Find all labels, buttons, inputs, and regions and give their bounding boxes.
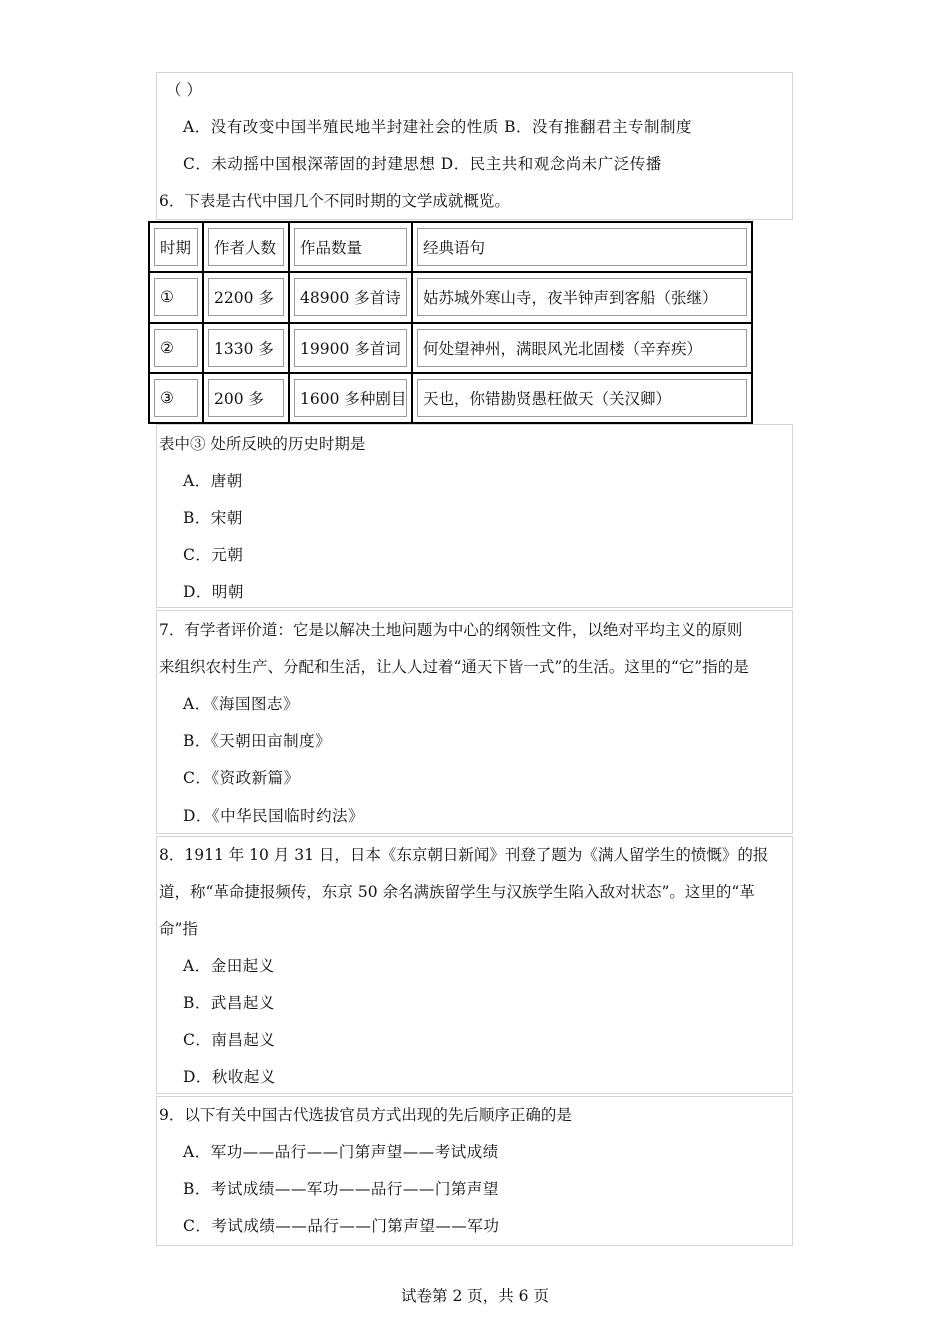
table-cell: 1600 多种剧目 — [294, 379, 407, 417]
q8-stem-line-3: 命”指 — [159, 920, 198, 938]
table-row — [149, 272, 752, 322]
table-cell: 200 多 — [208, 379, 284, 417]
q5-option-line-1: A．没有改变中国半殖民地半封建社会的性质 B．没有推翻君主专制制度 — [183, 118, 693, 136]
q7-option-b: B．《天朝田亩制度》 — [183, 732, 332, 750]
q9-option-b: B．考试成绩——军功——品行——门第声望 — [183, 1180, 499, 1198]
table-header-cell: 作品数量 — [294, 228, 407, 266]
q6-option-c: C．元朝 — [183, 546, 244, 564]
q8-option-d: D．秋收起义 — [183, 1068, 276, 1086]
table-cell: 2200 多 — [208, 278, 284, 316]
q9-option-c: C．考试成绩——品行——门第声望——军功 — [183, 1217, 500, 1235]
table-header-cell: 时期 — [154, 228, 198, 266]
table-header-row — [149, 222, 752, 272]
q8-stem-line-1: 8．1911 年 10 月 31 日，日本《东京朝日新闻》刊登了题为《满人留学生的愤慨》的报 — [159, 846, 769, 864]
q8-option-a: A．金田起义 — [183, 957, 275, 975]
table-header-cell: 经典语句 — [417, 228, 747, 266]
table-cell: ③ — [154, 379, 198, 417]
table-cell: ② — [154, 329, 198, 367]
table-cell: 天也，你错勘贤愚枉做天（关汉卿） — [417, 379, 747, 417]
q5-stem-tail: （ ） — [166, 81, 202, 99]
q7-option-a: A．《海国图志》 — [183, 695, 299, 713]
q6-option-a: A．唐朝 — [183, 472, 243, 490]
q7-stem-line-1: 7．有学者评价道：它是以解决土地问题为中心的纲领性文件，以绝对平均主义的原则 — [159, 621, 743, 639]
q7-option-c: C．《资政新篇》 — [183, 769, 300, 787]
literature-table — [148, 221, 753, 424]
q6-question: 表中③ 处所反映的历史时期是 — [159, 435, 366, 453]
q8-option-c: C．南昌起义 — [183, 1031, 276, 1049]
table-cell: 1330 多 — [208, 329, 284, 367]
q9-option-a: A．军功——品行——门第声望——考试成绩 — [183, 1143, 499, 1161]
table-cell: 姑苏城外寒山寺，夜半钟声到客船（张继） — [417, 278, 747, 316]
q5-option-line-2: C．未动摇中国根深蒂固的封建思想 D．民主共和观念尚未广泛传播 — [183, 155, 662, 173]
page-footer: 试卷第 2 页，共 6 页 — [401, 1287, 549, 1305]
q7-frame — [156, 610, 793, 834]
table-cell: 48900 多首诗 — [294, 278, 407, 316]
q9-stem: 9．以下有关中国古代选拔官员方式出现的先后顺序正确的是 — [159, 1106, 572, 1124]
q8-stem-line-2: 道，称“革命捷报频传，东京 50 余名满族留学生与汉族学生陷入敌对状态”。这里的“革 — [159, 883, 755, 901]
q6-option-b: B．宋朝 — [183, 509, 243, 527]
q6-option-d: D．明朝 — [183, 583, 244, 601]
q7-option-d: D．《中华民国临时约法》 — [183, 807, 365, 825]
table-row — [149, 323, 752, 373]
table-cell: 19900 多首词 — [294, 329, 407, 367]
q7-stem-line-2: 来组织农村生产、分配和生活，让人人过着“通天下皆一式”的生活。这里的“它”指的是 — [159, 658, 749, 676]
table-cell: 何处望神州，满眼风光北固楼（辛弃疾） — [417, 329, 747, 367]
table-header-cell: 作者人数 — [208, 228, 284, 266]
table-row — [149, 373, 752, 423]
q8-option-b: B．武昌起义 — [183, 994, 275, 1012]
q6-stem: 6．下表是古代中国几个不同时期的文学成就概览。 — [159, 192, 510, 210]
table-cell: ① — [154, 278, 198, 316]
